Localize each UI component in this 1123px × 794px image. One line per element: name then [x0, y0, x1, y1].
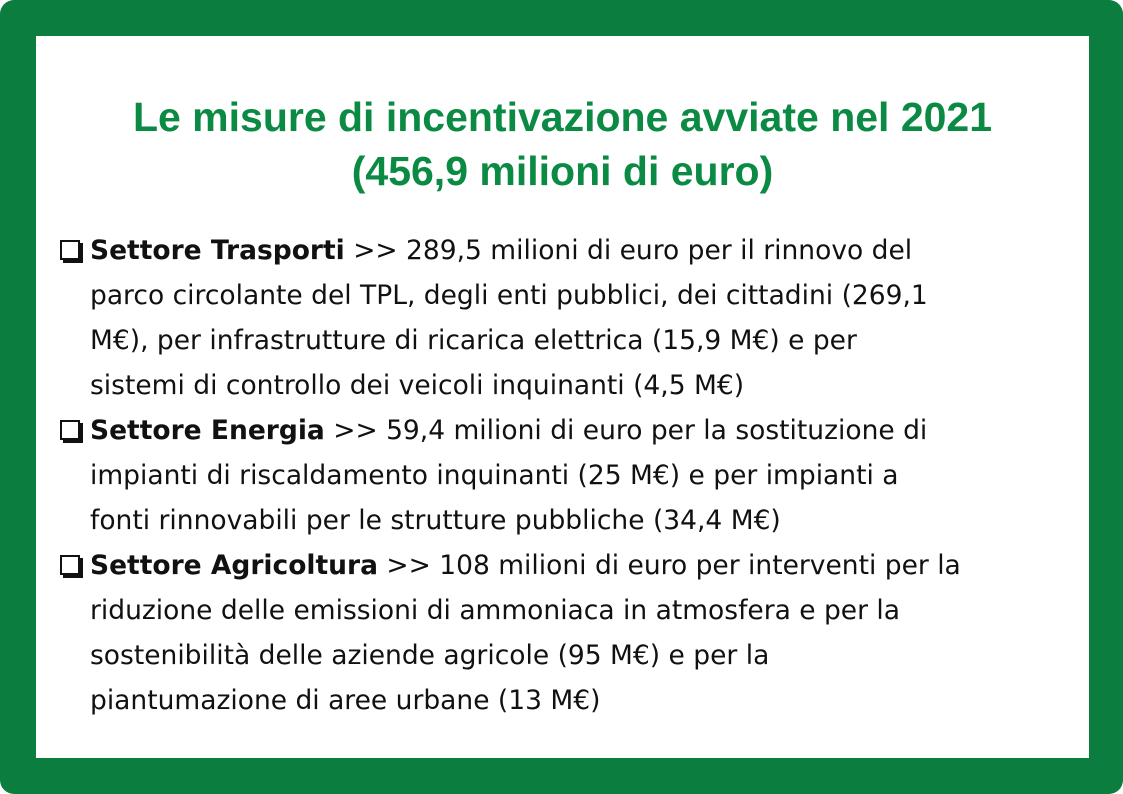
checkbox-icon	[60, 420, 80, 440]
page-title	[36, 90, 1089, 198]
item-line: sostenibilità delle aziende agricole (95 M€) e per la	[90, 640, 770, 671]
item-line	[90, 543, 1070, 588]
item-line: M€), per infrastrutture di ricarica elettrica (15,9 M€) e per	[90, 325, 857, 356]
list-item-trasporti	[60, 228, 1070, 408]
item-line: parco circolante del TPL, degli enti pubblici, dei cittadini (269,1	[90, 280, 928, 311]
item-line: riduzione delle emissioni di ammoniaca in atmosfera e per la	[90, 595, 901, 626]
item-line: piantumazione di aree urbane (13 M€)	[90, 685, 601, 716]
checkbox-icon	[60, 555, 80, 575]
title-line-2: (456,9 milioni di euro)	[351, 148, 774, 194]
item-heading: Settore Trasporti	[90, 235, 345, 266]
item-text: >> 59,4 milioni di euro per la sostituzione di	[324, 415, 928, 446]
item-line	[90, 408, 1070, 453]
item-text: >> 289,5 milioni di euro per il rinnovo del	[344, 235, 913, 266]
measures-list	[60, 228, 1070, 723]
item-line: sistemi di controllo dei veicoli inquinanti (4,5 M€)	[90, 370, 745, 401]
title-line-1: Le misure di incentivazione avviate nel 2021	[132, 94, 993, 140]
list-item-agricoltura	[60, 543, 1070, 723]
item-heading: Settore Energia	[90, 415, 325, 446]
item-heading: Settore Agricoltura	[90, 550, 378, 581]
item-text: >> 108 milioni di euro per interventi per la	[377, 550, 961, 581]
item-line	[90, 228, 1070, 273]
checkbox-icon	[60, 240, 80, 260]
item-line: fonti rinnovabili per le strutture pubbliche (34,4 M€)	[90, 505, 781, 536]
content-panel	[36, 36, 1089, 758]
item-line: impianti di riscaldamento inquinanti (25 M€) e per impianti a	[90, 460, 899, 491]
list-item-energia	[60, 408, 1070, 543]
